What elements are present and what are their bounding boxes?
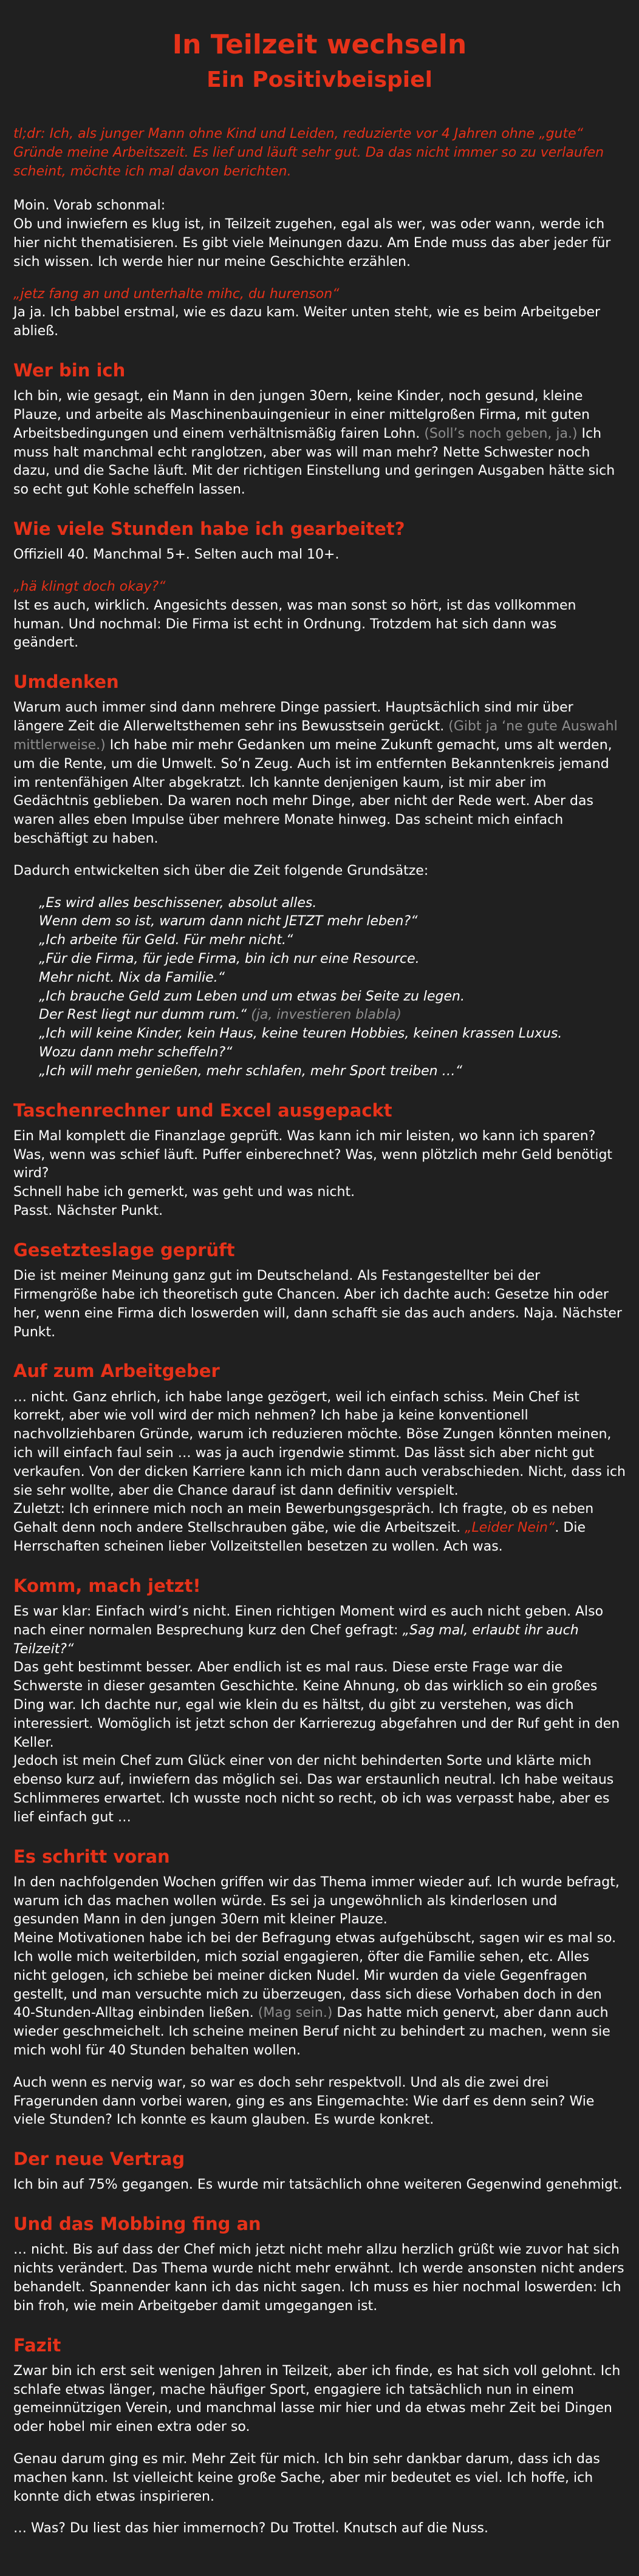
conclusion-paragraph: Zwar bin ich erst seit wenigen Jahren in Teilzeit, aber ich finde, es hat sich voll gelohnt. Ich schlafe etwas länger, mache häufiger Sport, engagiere ich tatsächlich nun in einem gemeinnützigen Verein, und manchmal lasse mir hier und da etwas mehr Zeit bei Dingen oder hobel mir einen extra oder so. — [13, 2363, 621, 2435]
section-heading-hours: Wie viele Stunden habe ich gearbeitet? — [13, 518, 405, 539]
rethink-aside: (Gibt ja ‘ne gute Auswahl mittlerweise.) — [13, 719, 618, 753]
intro-heckle: „jetz fang an und unterhalte mihc, du hurenson“ — [13, 286, 340, 302]
intro-lead: Moin. Vorab schonmal: — [13, 198, 166, 214]
section-heading-calc: Taschenrechner und Excel ausgepackt — [13, 1099, 392, 1121]
rethink-text-a: Warum auch immer sind dann mehrere Dinge passiert. Hauptsächlich sind mir über längere Zeit die Allerweltsthemen sehr ins Bewusstsein gerückt. — [13, 700, 573, 735]
principle-item: „Ich arbeite für Geld. Für mehr nicht.“ — [39, 933, 293, 948]
rethink-paragraph — [13, 699, 626, 848]
hours-heckle: „hä klingt doch okay?“ — [13, 579, 166, 595]
law-paragraph: Die ist meiner Meinung ganz gut im Deutscheland. Als Festangestellter bei der Firmengröße habe ich theoretisch gute Chancen. Aber ich dachte auch: Gesetze hin oder her, wenn eine Firma dich loswerden will, dann schafft sie das auch anders. Naja. Nächster Punkt. — [13, 1268, 622, 1340]
principle-item: „Ich brauche Geld zum Leben und um etwas bei Seite zu legen. Der Rest liegt nur dumm rum.“ (ja, investieren blabla) — [39, 988, 465, 1023]
intro-paragraph — [13, 197, 626, 271]
calc-paragraph: Ein Mal komplett die Finanzlage geprüft. Was kann ich mir leisten, wo kann ich sparen? Was, wenn was schief läuft. Puffer einberechnet? Was, wenn plötzlich mehr Geld benötigt wird? Schnell habe ich gemerkt, was geht und was nicht. Passt. Nächster Punkt. — [13, 1128, 613, 1219]
who-paragraph — [13, 387, 626, 500]
hours-reply: Ist es auch, wirklich. Angesichts dessen, was man sonst so hört, ist das vollkommen human. Und nochmal: Die Firma ist echt in Ordnung. Trotzdem hat sich dann was geändert. — [13, 597, 576, 651]
principle-item: „Ich will keine Kinder, kein Haus, keine teuren Hobbies, keinen krassen Luxus. Wozu dann mehr scheffeln?“ — [39, 1026, 562, 1061]
section-heading-conclusion: Fazit — [13, 2334, 61, 2356]
section-heading-law: Gesetzteslage geprüft — [13, 1239, 235, 1260]
principles-lead: Dadurch entwickelten sich über die Zeit folgende Grundsätze: — [13, 863, 429, 878]
section-heading-employer: Auf zum Arbeitgeber — [13, 1361, 220, 1382]
principle-item: „Es wird alles beschissener, absolut alles. Wenn dem so ist, warum dann nicht JETZT mehr leben?“ — [39, 895, 418, 929]
mobbing-paragraph: … nicht. Bis auf dass der Chef mich jetzt nicht mehr allzu herzlich grüßt wie zuvor hat sich nichts verändert. Das Thema wurde nicht mehr erwähnt. Ich werde ansonsten nicht anders behandelt. Spannender kann ich das nicht sagen. Ich muss es hier nochmal loswerden: Ich bin froh, wie mein Arbeitgeber damit umgegangen ist. — [13, 2242, 624, 2314]
section-heading-rethink: Umdenken — [13, 671, 119, 693]
section-heading-mobbing: Und das Mobbing fing an — [13, 2214, 261, 2235]
hours-heckle-paragraph — [13, 578, 626, 653]
contract-paragraph: Ich bin auf 75% gegangen. Es wurde mir tatsächlich ohne weiteren Gegenwind genehmigt. — [13, 2177, 623, 2193]
who-aside: (Soll’s noch geben, ja.) — [424, 426, 578, 441]
principles-list — [13, 894, 626, 1081]
principle-aside: (ja, investieren blabla) — [251, 1007, 402, 1023]
principle-item: „Für die Firma, für jede Firma, bin ich nur eine Resource. Mehr nicht. Nix da Familie.“ — [39, 951, 420, 985]
section-heading-contract: Der neue Vertrag — [13, 2149, 185, 2170]
closing-line: … Was? Du liest das hier immernoch? Du Trottel. Knutsch auf die Nuss. — [13, 2521, 488, 2537]
who-text-a: Ich bin, wie gesagt, ein Mann in den jungen 30ern, keine Kinder, noch gesund, kleine Plauze, und arbeite als Maschinenbauingenieur in einer mittelgroßen Firma, mit guten Arbeitsbedingungen und einem verhältnismäßig fairen Lohn. — [13, 389, 590, 441]
conclusion-paragraph-2: Genau darum ging es mir. Mehr Zeit für mich. Ich bin sehr dankbar darum, dass ich das machen kann. Ist vielleicht keine große Sache, aber mir bedeutet es viel. Ich hoffe, ich konnte dich etwas inspirieren. — [13, 2452, 600, 2504]
who-text-b: Ich muss halt manchmal echt ranglotzen, aber was will man mehr? Nette Schwester noch dazu, und die Sache läuft. Mit der richtigen Einstellung und geringen Ausgaben hätte sich so echt gut Kohle scheffeln lassen. — [13, 426, 615, 498]
section-heading-who: Wer bin ich — [13, 359, 126, 381]
tldr: tl;dr: Ich, als junger Mann ohne Kind und Leiden, reduzierte vor 4 Jahren ohne „gute“ Gründe meine Arbeitszeit. Es lief und läuft sehr gut. Da das nicht immer so zu verlaufen scheint, möchte ich mal davon berichten. — [13, 126, 604, 179]
employer-quote: „Leider Nein“ — [465, 1520, 555, 1536]
employer-paragraph: … nicht. Ganz ehrlich, ich habe lange gezögert, weil ich einfach schiss. Mein Chef ist korrekt, aber wie voll wird der mich nehmen? Ich habe ja keine konventionell nachvollziehbaren Gründe, warum ich reduzieren möchte. Böse Zungen könnten meinen, ich will einfach faul sein … was ja auch irgendwie stimmt. Das lässt sich aber nicht gut verkaufen. Von der dicken Karriere kann ich mich dann auch verabschieden. Nicht, dass ich sie sehr wollte, aber die Chance darauf ist dann definitiv verspielt. Zuletzt: Ich erinnere mich noch an mein Bewerbungsgespräch. Ich fragte, ob es neben Gehalt denn noch andere Stellschrauben gäbe, wie die Arbeitszeit. „Leider Nein“. Die Herrschaften scheinen lieber Vollzeitstellen besetzen zu wollen. Ach was. — [13, 1389, 626, 1554]
section-heading-progress: Es schritt voran — [13, 1846, 170, 1867]
section-heading-doit: Komm, mach jetzt! — [13, 1575, 201, 1596]
intro-heckle-paragraph — [13, 285, 626, 341]
rethink-text-b: Ich habe mir mehr Gedanken um meine Zukunft gemacht, ums alt werden, um die Rente, um die Umwelt. So’n Zeug. Auch ist im entfernten Bekanntenkreis jemand im rentenfähigen Alter abgekratzt. Ich kannte denjenigen kaum, ist mir aber im Gedächtnis geblieben. Da waren noch mehr Dinge, aber nicht der Rede wert. Aber das waren alles eben Impulse über mehrere Monate hinweg. Das scheint mich einfach beschäftigt zu haben. — [13, 738, 612, 847]
hours-text: Offiziell 40. Manchmal 5+. Selten auch mal 10+. — [13, 547, 340, 563]
progress-aside: (Mag sein.) — [258, 2005, 333, 2021]
progress-paragraph: In den nachfolgenden Wochen griffen wir das Thema immer wieder auf. Ich wurde befragt, warum ich das machen wollen würde. Es sei ja ungewöhnlich als kinderlosen und gesunden Mann in den jungen 30ern mit kleiner Plauze. Meine Motivationen habe ich bei der Befragung etwas aufgehübscht, sagen wir es mal so. Ich wolle mich weiterbilden, mich sozial engagieren, öfter die Familie sehen, etc. Alles nicht gelogen, ich schiebe bei meiner dicken Nudel. Mir wurden da viele Gegenfragen gestellt, und man versuchte mich zu überzeugen, dass sich diese Vorhaben doch in den 40-Stunden-Alltag einbinden ließen. (Mag sein.) Das hatte mich genervt, aber dann auch wieder geschmeichelt. Ich scheine meinen Beruf nicht zu behindert zu machen, wenn sie mich wohl für 40 Stunden behalten wollen. — [13, 1874, 620, 2058]
intro-text: Ob und inwiefern es klug ist, in Teilzeit zugehen, egal als wer, was oder wann, werde ich hier nicht thematisieren. Es gibt viele Meinungen dazu. Am Ende muss das aber jeder für sich wissen. Ich werde hier nur meine Geschichte erzählen. — [13, 217, 611, 270]
principle-item: „Ich will mehr genießen, mehr schlafen, mehr Sport treiben …“ — [39, 1063, 463, 1079]
page-subtitle: Ein Positivbeispiel — [207, 67, 432, 92]
progress-paragraph-2: Auch wenn es nervig war, so war es doch sehr respektvoll. Und als die zwei drei Fragerunden dann vorbei waren, ging es ans Eingemachte: Wie darf es denn sein? Wie viele Stunden? Ich konnte es kaum glauben. Es wurde konkret. — [13, 2075, 595, 2128]
intro-reply: Ja ja. Ich babbel erstmal, wie es dazu kam. Weiter unten steht, wie es beim Arbeitgeber abließ. — [13, 305, 601, 339]
doit-quote: „Sag mal, erlaubt ihr auch Teilzeit?“ — [13, 1622, 579, 1657]
doit-paragraph: Es war klar: Einfach wird’s nicht. Einen richtigen Moment wird es auch nicht geben. Also nach einer normalen Besprechung kurz den Chef gefragt: „Sag mal, erlaubt ihr auch Teilzeit?“ Das geht bestimmt besser. Aber endlich ist es mal raus. Diese erste Frage war die Schwerste in dieser gesamten Geschichte. Keine Ahnung, ob das wirklich so ein großes Ding war. Ich dachte nur, egal wie klein du es hältst, du gibt zu verstehen, was dich interessiert. Womöglich ist jetzt schon der Karrierezug abgefahren und der Ruf geht in den Keller. Jedoch ist mein Chef zum Glück einer von der nicht behinderten Sorte und klärte mich ebenso kurz auf, inwiefern das möglich sei. Das war erstaunlich neutral. Ich habe weitaus Schlimmeres erwartet. Ich wusste noch nicht so recht, ob ich was verpasst habe, aber es lief einfach gut … — [13, 1603, 620, 1825]
page-title: In Teilzeit wechseln — [172, 29, 467, 60]
